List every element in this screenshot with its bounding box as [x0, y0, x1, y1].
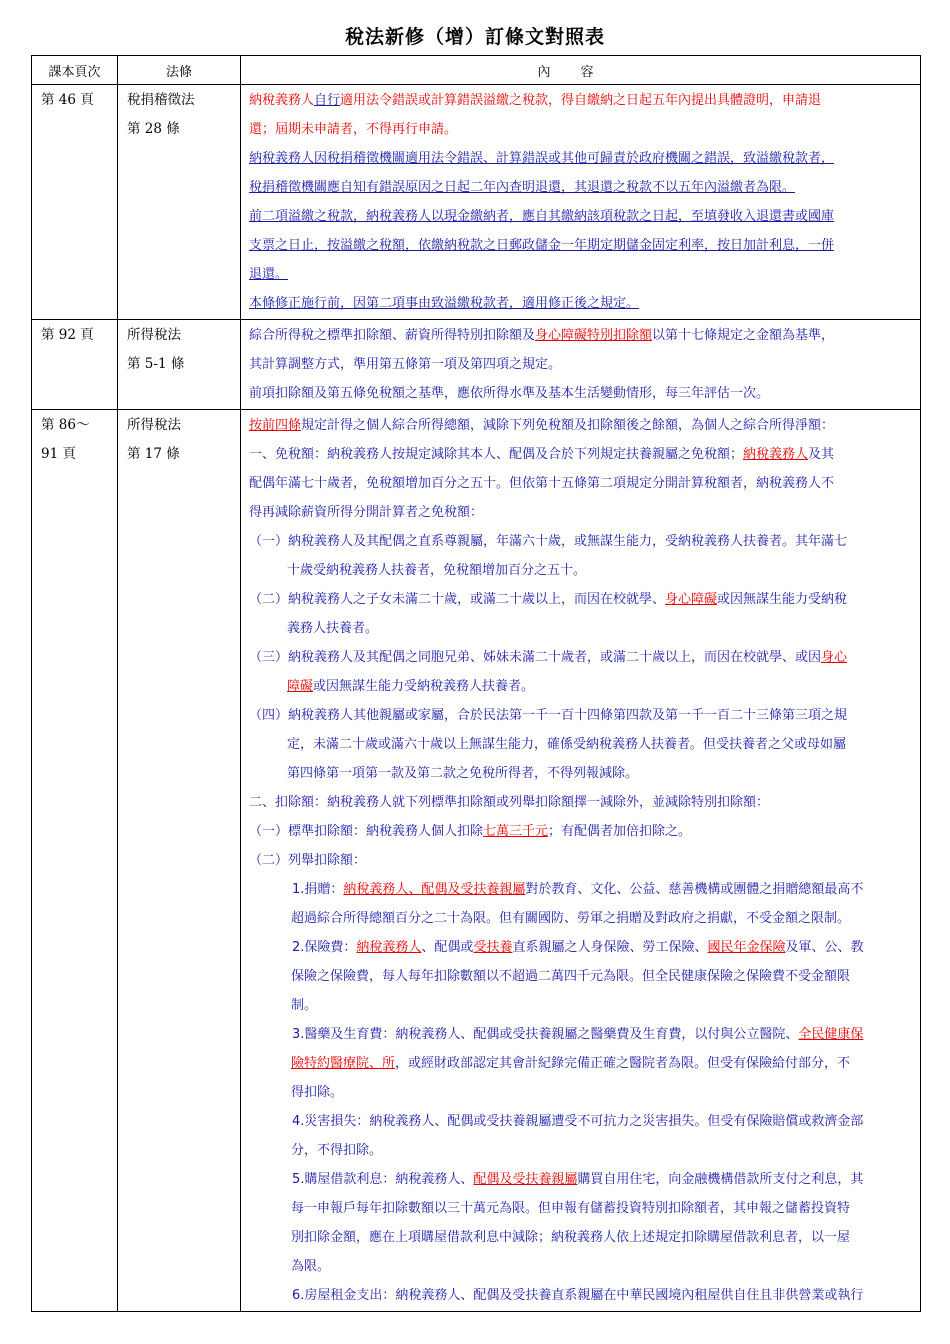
content-line: [249, 672, 914, 701]
law-ref-text: 所得稅法: [127, 417, 181, 433]
amended-text: 身心: [821, 650, 848, 665]
statute-text: 購買自用住宅，向金融機構借款所支付之利息，其: [577, 1172, 864, 1187]
amended-text: 國民年金保險: [707, 940, 786, 955]
content-line: [249, 962, 914, 991]
statute-text: 得扣除。: [291, 1085, 344, 1100]
statute-text: 2.保險費：: [292, 940, 357, 955]
content-line: [249, 788, 914, 817]
table-row: [32, 320, 921, 410]
content-line: [249, 411, 914, 440]
content-line: [249, 1107, 914, 1136]
statute-text: 1.捐贈：: [292, 882, 344, 897]
content-line: [249, 379, 914, 408]
content-line: [249, 1165, 914, 1194]
content-line: [249, 115, 914, 144]
table-row: [32, 85, 921, 320]
amended-text: 納稅義務人: [356, 940, 422, 955]
content-line: [249, 614, 914, 643]
law-cell: [118, 320, 241, 410]
statute-text: ，或經財政部認定其會計紀錄完備正確之醫院者為限。但受有保險給付部分，不: [395, 1056, 851, 1071]
statute-text: 義務人扶養者。: [287, 621, 379, 636]
amended-text: 納稅義務人: [743, 447, 809, 462]
statute-text: 對於教育、文化、公益、慈善機構或團體之捐贈總額最高不: [525, 882, 864, 897]
law-ref-text: 第 17 條: [127, 446, 180, 462]
statute-text: 或因無謀生能力受納稅義務人扶養者。: [313, 679, 535, 694]
statute-text: 適用法令錯誤或計算錯誤溢繳之稅款，得自繳納之日起五年內提出具體證明，申請退: [340, 93, 822, 108]
statute-text: 定，未滿二十歲或滿六十歲以上無謀生能力，確係受納稅義務人扶養者。但受扶養者之父或母如屬: [287, 737, 847, 752]
header-law: 法條: [118, 56, 241, 85]
amended-text: 支票之日止，按溢繳之稅額，依繳納稅款之日郵政儲金一年期定期儲金固定利率，按日加計利息，一併: [249, 238, 835, 253]
content-line: [249, 260, 914, 289]
content-line: [249, 875, 914, 904]
content-line: [249, 1223, 914, 1252]
content-line: [249, 904, 914, 933]
amended-text: 險特約醫療院、所: [291, 1056, 396, 1071]
statute-text: 綜合所得稅之標準扣除額、薪資所得特別扣除額及: [249, 328, 536, 343]
statute-text: （二）列舉扣除額：: [249, 853, 367, 868]
content-cell: [241, 410, 921, 1312]
table-header-row: [32, 56, 921, 85]
content-line: [249, 701, 914, 730]
statute-text: 十歲受納稅義務人扶養者，免稅額增加百分之五十。: [287, 563, 587, 578]
amended-text: 全民健康保: [798, 1027, 864, 1042]
statute-text: 及軍、公、教: [785, 940, 864, 955]
amended-text: 稅捐稽徵機關應自知有錯誤原因之日起二年內查明退還，其退還之稅款不以五年內溢繳者為限。: [249, 180, 796, 195]
content-line: [249, 1281, 914, 1310]
header-page: 課本頁次: [32, 56, 118, 85]
statute-text: 或因無謀生能力受納稅: [717, 592, 848, 607]
page-cell: [32, 320, 118, 410]
law-ref-text: 所得稅法: [127, 327, 181, 343]
content-line: [249, 1020, 914, 1049]
statute-text: 為限。: [291, 1259, 331, 1274]
content-line: [249, 817, 914, 846]
amended-text: 身心障礙特別扣除額: [535, 328, 653, 343]
table-body: [32, 85, 921, 1312]
content-line: [249, 498, 914, 527]
statute-text: 別扣除金額，應在上項購屋借款利息中減除；納稅義務人依上述規定扣除購屋借款利息者，以一屋: [291, 1230, 851, 1245]
statute-text: 第四條第一項第一款及第二款之免稅所得者，不得列報減除。: [287, 766, 639, 781]
header-content: 內容: [241, 56, 921, 85]
law-ref-text: 稅捐稽徵法: [127, 92, 195, 108]
statute-text: （三）納稅義務人及其配偶之同胞兄弟、姊妹未滿二十歲者，或滿二十歲以上，而因在校就學、或因: [249, 650, 822, 665]
content-line: [249, 86, 914, 115]
statute-text: 其計算調整方式，準用第五條第一項及第四項之規定。: [249, 357, 562, 372]
amended-text: 自行: [314, 93, 341, 108]
law-cell: [118, 410, 241, 1312]
statute-text: 5.購屋借款利息：納稅義務人、: [292, 1172, 474, 1187]
statute-text: （一）標準扣除額：納稅義務人個人扣除: [249, 824, 484, 839]
law-ref-text: 第 28 條: [127, 121, 180, 137]
page-ref-text: 91 頁: [41, 446, 76, 462]
content-cell: [241, 320, 921, 410]
content-line: [249, 730, 914, 759]
statute-text: 超過綜合所得總額百分之二十為限。但有關國防、勞軍之捐贈及對政府之捐獻，不受金額之限制。: [291, 911, 851, 926]
content-line: [249, 440, 914, 469]
content-line: [249, 289, 914, 318]
statute-text: ；有配偶者加倍扣除之。: [548, 824, 692, 839]
statute-text: （四）納稅義務人其他親屬或家屬，合於民法第一千一百十四條第四款及第一千一百二十三條第三項之規: [249, 708, 848, 723]
statute-text: 得再減除薪資所得分開計算者之免稅額：: [249, 505, 484, 520]
statute-text: 保險之保險費，每人每年扣除數額以不超過二萬四千元為限。但全民健康保險之保險費不受金額限: [291, 969, 851, 984]
statute-text: 前項扣除額及第五條免稅額之基準，應依所得水準及基本生活變動情形，每三年評估一次。: [249, 386, 770, 401]
statute-text: （一）納稅義務人及其配偶之直系尊親屬，年滿六十歲，或無謀生能力，受納稅義務人扶養者。其年滿七: [249, 534, 848, 549]
content-line: [249, 173, 914, 202]
statute-text: 3.醫藥及生育費：納稅義務人、配偶或受扶養親屬之醫藥費及生育費，以付與公立醫院、: [292, 1027, 799, 1042]
amended-text: 納稅義務人因稅捐稽徵機關適用法令錯誤、計算錯誤或其他可歸責於政府機關之錯誤，致溢繳稅款者，: [249, 151, 835, 166]
amended-text: 退還。: [249, 267, 289, 282]
statute-text: 分，不得扣除。: [291, 1143, 383, 1158]
content-line: [249, 1049, 914, 1078]
amended-text: 身心障礙: [665, 592, 718, 607]
amended-text: 配偶及受扶養親屬: [473, 1172, 578, 1187]
statute-text: （二）納稅義務人之子女未滿二十歲，或滿二十歲以上，而因在校就學、: [249, 592, 666, 607]
content-line: [249, 991, 914, 1020]
statute-text: 制。: [291, 998, 318, 1013]
amended-text: 前二項溢繳之稅款，納稅義務人以現金繳納者，應自其繳納該項稅款之日起，至填發收入退還書或國庫: [249, 209, 835, 224]
amended-text: 本條修正施行前，因第二項事由致溢繳稅款者，適用修正後之規定。: [249, 296, 640, 311]
content-line: [249, 846, 914, 875]
content-line: [249, 556, 914, 585]
content-line: [249, 1252, 914, 1281]
statute-text: 規定計得之個人綜合所得總額，減除下列免稅額及扣除額後之餘額，為個人之綜合所得淨額：: [301, 418, 835, 433]
statute-text: 每一申報戶每年扣除數額以三十萬元為限。但申報有儲蓄投資特別扣除額者，其申報之儲蓄投資特: [291, 1201, 851, 1216]
statute-text: 6.房屋租金支出：納稅義務人、配偶及受扶養直系親屬在中華民國境內租屋供自住且非供營業或執行: [292, 1288, 864, 1303]
law-ref-text: 第 5-1 條: [127, 356, 185, 372]
content-line: [249, 643, 914, 672]
statute-text: 一、免稅額：納稅義務人按規定減除其本人、配偶及合於下列規定扶養親屬之免稅額；: [249, 447, 744, 462]
content-cell: [241, 85, 921, 320]
content-line: [249, 350, 914, 379]
statute-text: 配偶年滿七十歲者，免稅額增加百分之五十。但依第十五條第二項規定分開計算稅額者，納稅義務人不: [249, 476, 835, 491]
statute-text: 、配偶或: [421, 940, 474, 955]
law-cell: [118, 85, 241, 320]
content-line: [249, 202, 914, 231]
statute-text: 4.災害損失：納稅義務人、配偶或受扶養親屬遭受不可抗力之災害損失。但受有保險賠償或救濟金部: [292, 1114, 864, 1129]
content-line: [249, 321, 914, 350]
document-title: 稅法新修（增）訂條文對照表: [344, 26, 605, 48]
page-ref-text: 第 46 頁: [41, 92, 94, 108]
content-line: [249, 759, 914, 788]
content-line: [249, 1194, 914, 1223]
statute-text: 還；屆期未申請者，不得再行申請。: [249, 122, 458, 137]
statute-text: 二、扣除額：納稅義務人就下列標準扣除額或列舉扣除額擇一減除外，並減除特別扣除額：: [249, 795, 770, 810]
amended-text: 障礙: [287, 679, 314, 694]
statute-text: 納稅義務人: [249, 93, 315, 108]
content-line: [249, 144, 914, 173]
amended-text: 納稅義務人、配偶及受扶養親屬: [343, 882, 526, 897]
amended-text: 受扶養: [473, 940, 513, 955]
content-line: [249, 1078, 914, 1107]
statute-text: 直系親屬之人身保險、勞工保險、: [512, 940, 708, 955]
page-cell: [32, 410, 118, 1312]
content-line: [249, 585, 914, 614]
amended-text: 七萬三千元: [483, 824, 549, 839]
content-line: [249, 1136, 914, 1165]
page-cell: [32, 85, 118, 320]
content-line: [249, 933, 914, 962]
amended-text: 按前四條: [249, 418, 302, 433]
statute-text: 以第十七條規定之金額為基準，: [652, 328, 835, 343]
content-line: [249, 469, 914, 498]
table-row: [32, 410, 921, 1312]
comparison-table: [31, 55, 921, 1312]
page-ref-text: 第 92 頁: [41, 327, 94, 343]
page-ref-text: 第 86～: [41, 417, 90, 433]
statute-text: 及其: [808, 447, 835, 462]
content-line: [249, 527, 914, 556]
content-line: [249, 231, 914, 260]
